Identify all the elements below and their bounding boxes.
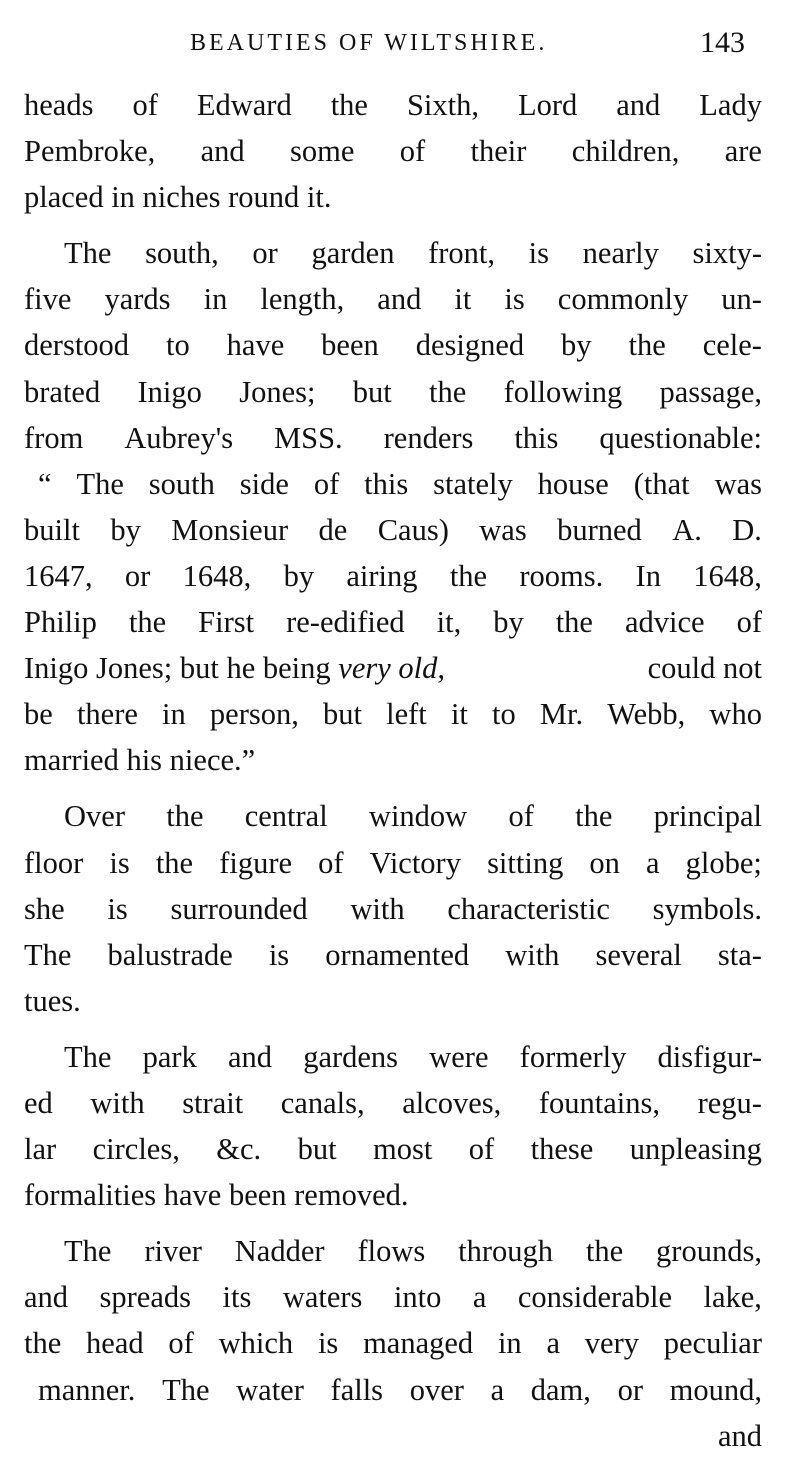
word: The <box>162 1372 210 1407</box>
word: sta- <box>717 937 762 972</box>
word: the <box>555 605 593 640</box>
word: spreads <box>99 1280 192 1315</box>
word: Over <box>64 799 125 834</box>
word: front, <box>428 236 496 271</box>
word: floor <box>24 845 84 880</box>
word: is <box>107 891 128 926</box>
word: considerable <box>517 1280 672 1315</box>
word: “ <box>38 466 52 501</box>
word: it, <box>436 605 462 640</box>
word: south, <box>145 236 219 271</box>
word: 1648, <box>182 558 252 593</box>
word: regu- <box>697 1085 762 1120</box>
word: Lord <box>517 88 578 122</box>
word: into <box>393 1280 442 1315</box>
word: Aubrey's <box>124 420 234 455</box>
word: yards <box>104 282 171 317</box>
word: and <box>616 88 661 122</box>
word: the <box>166 799 204 834</box>
word: 1648, <box>693 558 762 593</box>
word: designed <box>415 328 525 363</box>
text-line: formalities have been removed. <box>24 1178 409 1213</box>
word: with <box>350 891 405 926</box>
word: five <box>24 282 72 317</box>
text-line <box>24 1126 762 1172</box>
word: Victory <box>369 845 461 880</box>
word: The <box>76 466 124 501</box>
running-title: BEAUTIES OF WILTSHIRE. <box>190 30 548 56</box>
word: MSS. <box>274 420 343 455</box>
word: with <box>90 1085 145 1120</box>
word: of <box>313 466 340 501</box>
word: passage, <box>659 374 762 409</box>
word: left <box>386 697 427 732</box>
italic-phrase: very old, <box>338 651 445 686</box>
word: The <box>64 1234 112 1269</box>
word: garden <box>311 236 395 271</box>
word: of <box>736 605 762 640</box>
word: length, <box>260 282 345 317</box>
text-line <box>24 932 762 978</box>
text-line <box>24 840 762 886</box>
word: peculiar <box>663 1326 762 1361</box>
word: manner. <box>38 1372 136 1407</box>
word: there <box>76 697 138 732</box>
word: cele- <box>702 328 762 363</box>
word: have <box>226 328 285 363</box>
word: commonly <box>557 282 689 317</box>
word: she <box>24 891 65 926</box>
word: Philip <box>24 605 97 640</box>
text-line <box>24 1367 762 1413</box>
word: Nadder <box>234 1234 325 1269</box>
page-number: 143 <box>700 26 745 59</box>
word: of <box>132 88 158 122</box>
word: D. <box>732 512 762 547</box>
word: formerly <box>519 1039 627 1074</box>
text-line <box>24 1320 762 1366</box>
word: house <box>537 466 609 501</box>
word: or <box>124 558 151 593</box>
word: nearly <box>582 236 659 271</box>
word: mound, <box>669 1372 762 1407</box>
word: by <box>283 558 315 593</box>
quotation-start-line <box>24 461 762 507</box>
word: derstood <box>24 328 130 363</box>
word: in <box>497 1326 522 1361</box>
word: canals, <box>280 1085 365 1120</box>
word: of <box>508 799 534 834</box>
word: south <box>148 466 215 501</box>
word: most <box>373 1132 433 1167</box>
word: or <box>617 1372 643 1407</box>
word: several <box>595 937 682 972</box>
word: the <box>628 328 666 363</box>
word: were <box>429 1039 489 1074</box>
word: was <box>479 512 527 547</box>
word: renders <box>383 420 474 455</box>
word: waters <box>282 1280 363 1315</box>
text-segment: Inigo Jones; but he being <box>24 651 331 686</box>
word: de <box>318 512 348 547</box>
word: by <box>493 605 524 640</box>
word: park <box>142 1039 197 1074</box>
word: it <box>454 282 472 317</box>
word: this <box>514 420 559 455</box>
word: The <box>64 236 112 271</box>
word: rooms. <box>519 558 604 593</box>
word: The <box>24 937 72 972</box>
word: Lady <box>699 88 762 122</box>
word: this <box>364 466 409 501</box>
word: and <box>377 282 422 317</box>
word: over <box>409 1372 464 1407</box>
page-header <box>0 26 800 62</box>
word: be <box>24 697 53 732</box>
word: Jones; <box>239 374 316 409</box>
word: to <box>492 697 516 732</box>
word: of <box>168 1326 194 1361</box>
word: symbols. <box>652 891 762 926</box>
text-line: tues. <box>24 983 81 1018</box>
word: Caus) <box>377 512 449 547</box>
word: is <box>268 937 290 972</box>
word: the <box>575 799 613 834</box>
word: the <box>449 558 488 593</box>
word: and <box>200 134 245 169</box>
word: water <box>236 1372 304 1407</box>
word: from <box>24 420 84 455</box>
word: burned <box>557 512 642 547</box>
word: globe; <box>685 845 762 880</box>
word: unpleasing <box>629 1132 762 1167</box>
word: strait <box>182 1085 244 1120</box>
word: a <box>546 1326 560 1361</box>
text-line <box>24 553 762 599</box>
text-line <box>24 415 762 461</box>
word: Inigo <box>137 374 202 409</box>
word: of <box>318 845 344 880</box>
word: window <box>368 799 468 834</box>
word: in <box>162 697 186 732</box>
word: is <box>528 236 550 271</box>
text-line <box>24 507 762 553</box>
word: some <box>290 134 355 169</box>
word: person, <box>209 697 299 732</box>
word: of <box>468 1132 495 1167</box>
word: through <box>458 1234 553 1269</box>
text-line <box>24 886 762 932</box>
word: is <box>109 845 130 880</box>
word: central <box>244 799 328 834</box>
word: Webb, <box>607 697 686 732</box>
word: been <box>321 328 379 363</box>
word: to <box>165 328 190 363</box>
word: falls <box>330 1372 384 1407</box>
word: is <box>504 282 525 317</box>
word: and <box>227 1039 273 1074</box>
word: of <box>399 134 426 169</box>
text-line <box>24 599 762 645</box>
word: (that <box>633 466 690 501</box>
catchword: and <box>717 1418 762 1453</box>
word: In <box>635 558 661 593</box>
word: stately <box>433 466 513 501</box>
word: Sixth, <box>406 88 479 122</box>
word: head <box>86 1326 144 1361</box>
word: the <box>330 88 368 122</box>
word: which <box>218 1326 294 1361</box>
word: The <box>64 1039 112 1074</box>
word: by <box>110 512 141 547</box>
word: characteristic <box>447 891 610 926</box>
text-line: married his niece.” <box>24 743 256 778</box>
word: are <box>724 134 762 169</box>
word: but <box>323 697 362 732</box>
text-line <box>24 322 762 368</box>
word: Monsieur <box>171 512 289 547</box>
word: but <box>297 1132 337 1167</box>
word: the <box>585 1234 624 1269</box>
word: re-edified <box>286 605 405 640</box>
text-line <box>24 1274 762 1320</box>
text-segment: could not <box>647 651 762 686</box>
word: lake, <box>703 1280 762 1315</box>
word: by <box>561 328 592 363</box>
word: sixty- <box>692 236 762 271</box>
word: following <box>503 374 623 409</box>
word: the <box>128 605 167 640</box>
word: but <box>352 374 392 409</box>
word: side <box>239 466 289 501</box>
word: Mr. <box>539 697 584 732</box>
word: a <box>646 845 660 880</box>
word: the <box>429 374 467 409</box>
word: it <box>450 697 468 732</box>
text-line: placed in niches round it. <box>24 180 332 215</box>
word: balustrade <box>107 937 233 972</box>
word: its <box>222 1280 252 1315</box>
word: with <box>505 937 560 972</box>
word: figure <box>219 845 293 880</box>
word: grounds, <box>656 1234 762 1269</box>
word: First <box>198 605 255 640</box>
word: flows <box>357 1234 426 1269</box>
word: airing <box>346 558 418 593</box>
text-line <box>24 128 762 174</box>
text-line <box>24 82 762 128</box>
word: &c. <box>216 1132 262 1167</box>
word: lar <box>24 1132 57 1167</box>
text-line-with-italic <box>24 645 762 691</box>
word: who <box>709 697 762 732</box>
word: A. <box>672 512 702 547</box>
word: built <box>24 512 80 547</box>
word: Pembroke, <box>24 134 156 169</box>
text-line <box>24 276 762 322</box>
word: a <box>472 1280 487 1315</box>
paragraph-start-line <box>24 1228 762 1274</box>
word: heads <box>24 88 94 122</box>
text-line <box>24 369 762 415</box>
word: surrounded <box>170 891 308 926</box>
word: brated <box>24 374 101 409</box>
paragraph-start-line <box>24 1034 762 1080</box>
word: in <box>203 282 228 317</box>
word: fountains, <box>538 1085 660 1120</box>
word: on <box>589 845 620 880</box>
text-line <box>24 691 762 737</box>
paragraph-start-line <box>24 230 762 276</box>
word: is <box>317 1326 339 1361</box>
word: the <box>155 845 194 880</box>
word: river <box>144 1234 202 1269</box>
word: circles, <box>92 1132 180 1167</box>
word: Edward <box>196 88 292 122</box>
word: children, <box>571 134 680 169</box>
word: or <box>252 236 278 271</box>
text-line <box>24 1080 762 1126</box>
word: questionable: <box>599 420 762 455</box>
word: was <box>714 466 762 501</box>
word: principal <box>653 799 762 834</box>
paragraph-start-line <box>24 793 762 839</box>
word: un- <box>721 282 762 317</box>
word: disfigur- <box>657 1039 762 1074</box>
word: ed <box>24 1085 53 1120</box>
word: 1647, <box>24 558 93 593</box>
word: alcoves, <box>402 1085 502 1120</box>
word: a <box>490 1372 505 1407</box>
word: and <box>24 1280 69 1315</box>
word: managed <box>363 1326 474 1361</box>
body-text <box>24 82 762 1459</box>
word: sitting <box>487 845 564 880</box>
word: gardens <box>303 1039 399 1074</box>
word: advice <box>624 605 705 640</box>
word: very <box>584 1326 639 1361</box>
word: dam, <box>530 1372 591 1407</box>
word: these <box>530 1132 594 1167</box>
word: their <box>470 134 527 169</box>
word: the <box>24 1326 62 1361</box>
word: ornamented <box>325 937 470 972</box>
